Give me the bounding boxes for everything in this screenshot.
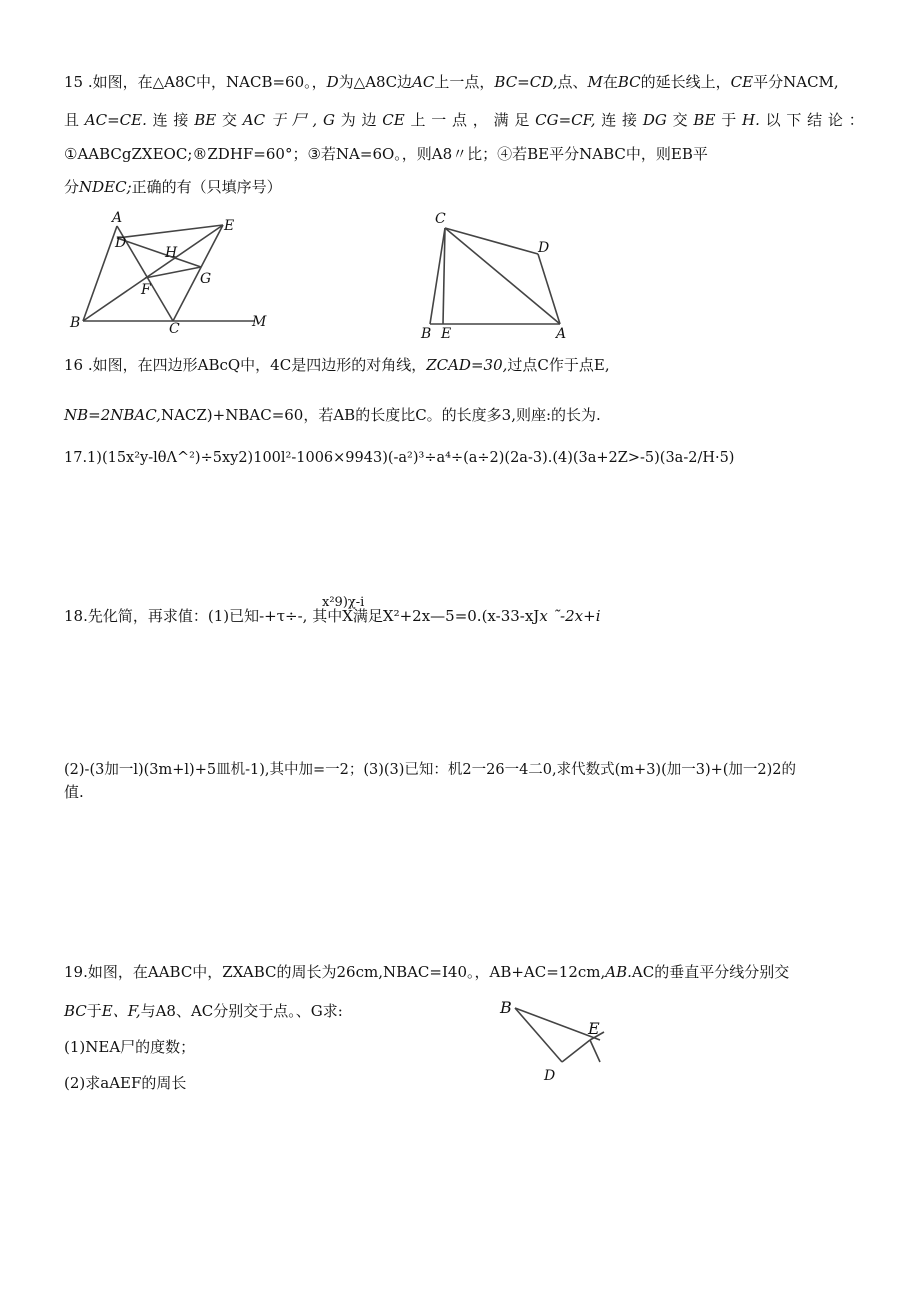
- q15-text: BC: [617, 73, 641, 91]
- q15-text: H.: [741, 111, 760, 129]
- q15-text: 于 尸 , G: [270, 111, 335, 129]
- q15-text: NDEC;: [79, 178, 132, 196]
- q15-text: 为 边: [340, 111, 377, 129]
- q15-text: CG=CF,: [535, 111, 596, 129]
- fig3-label-B: B: [500, 998, 512, 1017]
- q15-text: CE: [382, 111, 405, 129]
- fig1-label-F: F: [141, 282, 151, 298]
- q15-text: 为△A8C边: [338, 73, 413, 91]
- q15-text: 连 接: [152, 111, 189, 129]
- q15-text: 的延长线上，: [640, 73, 731, 91]
- q19-line-4: (2)求aAEF的周长: [64, 1074, 187, 1092]
- q15-text: 于: [721, 111, 737, 129]
- q15-text: 交: [672, 111, 688, 129]
- q16-text: 过点C作于点E,: [507, 356, 610, 374]
- q19-text: AB.: [605, 963, 632, 981]
- fig2-label-B: B: [421, 326, 432, 342]
- q19-text: 与A8、AC分别交于点。、G求:: [140, 1002, 343, 1020]
- q15-text: 交: [221, 111, 237, 129]
- q19-text: AC的垂直平分线分别交: [631, 963, 790, 981]
- q15-text: M: [587, 73, 603, 91]
- q15-text: 上 一 点 ， 满 足: [410, 111, 530, 129]
- q15-text: BE: [693, 111, 716, 129]
- fig1-label-H: H: [165, 245, 178, 261]
- fig3-label-E: E: [588, 1019, 600, 1038]
- q15-text: 15 .如图，在△A8C中，NACB=60。，: [64, 73, 327, 91]
- q19-text: E、F,: [101, 1002, 141, 1020]
- q15-text: 点、: [557, 73, 588, 91]
- q15-text: AC: [242, 111, 266, 129]
- q16-text: NACZ)+NBAC=60，若AB的长度比C。的长度多3,则座:的长为.: [160, 406, 601, 424]
- q18-text: 18.先化简，再求值：(1)已知-+τ÷-, 其中X满足X²+2x—5=0.(x-33-xJ: [64, 607, 540, 625]
- q15-text: 平分NACM,: [753, 73, 839, 91]
- fig2-label-A: A: [556, 326, 567, 342]
- q17-line: 17.1)(15x²y-lθΛ^²)÷5xy2)100l²-1006×9943)(-a²)³÷a⁴÷(a÷2)(2a-3).(4)(3a+2Z>-5)(3a-2∕H·5): [64, 450, 735, 466]
- fig1-label-A: A: [112, 210, 123, 226]
- q15-text: 上一点，: [434, 73, 495, 91]
- q15-text: 以 下 结 论 ：: [765, 111, 864, 129]
- q15-text: DG: [642, 111, 667, 129]
- q15-line-3: ①AABCgZXEOC;®ZDHF=60°；③若NA=6O。，则A8〃比；④若BE平分NABC中，则EB平: [64, 145, 708, 163]
- q15-text: AC: [412, 73, 435, 91]
- q19-text: 19.如图，在AABC中，ZXABC的周长为26cm,NBAC=I40。，AB+AC=12cm,: [64, 963, 606, 981]
- q18-superscript: x²9)χ-i: [322, 595, 365, 610]
- q15-text: BC=CD,: [494, 73, 558, 91]
- q18-line-3: 值.: [64, 783, 84, 801]
- q15-text: 且: [64, 111, 80, 129]
- q15-text: D: [326, 73, 339, 91]
- q15-text: 正确的有（只填序号）: [131, 178, 282, 196]
- fig2-label-C: C: [435, 211, 446, 227]
- q19-text: BC: [64, 1002, 87, 1020]
- fig2-label-D: D: [538, 240, 550, 256]
- q18-line-2: (2)-(3加一l)(3m+l)+5皿机-1),其中加=一2；(3)(3)已知：机2一26一4二0,求代数式(m+3)(加一3)+(加一2)2的: [64, 762, 797, 778]
- fig1-label-D: D: [115, 235, 127, 251]
- q18-text: x ˜-2x+i: [539, 607, 601, 625]
- q15-text: AC=CE.: [84, 111, 147, 129]
- q16-text: 16 .如图，在四边形ABcQ中，4C是四边形的对角线，: [64, 356, 427, 374]
- fig1-label-B: B: [70, 315, 81, 331]
- q16-text: NB=2NBAC,: [64, 406, 161, 424]
- fig2-label-E: E: [441, 326, 452, 342]
- fig1-label-C: C: [169, 321, 180, 337]
- q15-text: 连 接: [601, 111, 638, 129]
- q16-text: ZCAD=30,: [426, 356, 508, 374]
- fig1-label-G: G: [200, 271, 212, 287]
- fig1-label-M: M: [252, 314, 267, 330]
- q19-line-3: (1)NEA尸的度数；: [64, 1038, 196, 1056]
- q15-text: 分: [64, 178, 80, 196]
- q15-text: BE: [194, 111, 217, 129]
- q19-text: 于: [86, 1002, 102, 1020]
- fig3-label-D: D: [544, 1068, 556, 1084]
- q15-text: CE: [730, 73, 754, 91]
- fig1-label-E: E: [224, 218, 235, 234]
- q15-text: 在: [602, 73, 618, 91]
